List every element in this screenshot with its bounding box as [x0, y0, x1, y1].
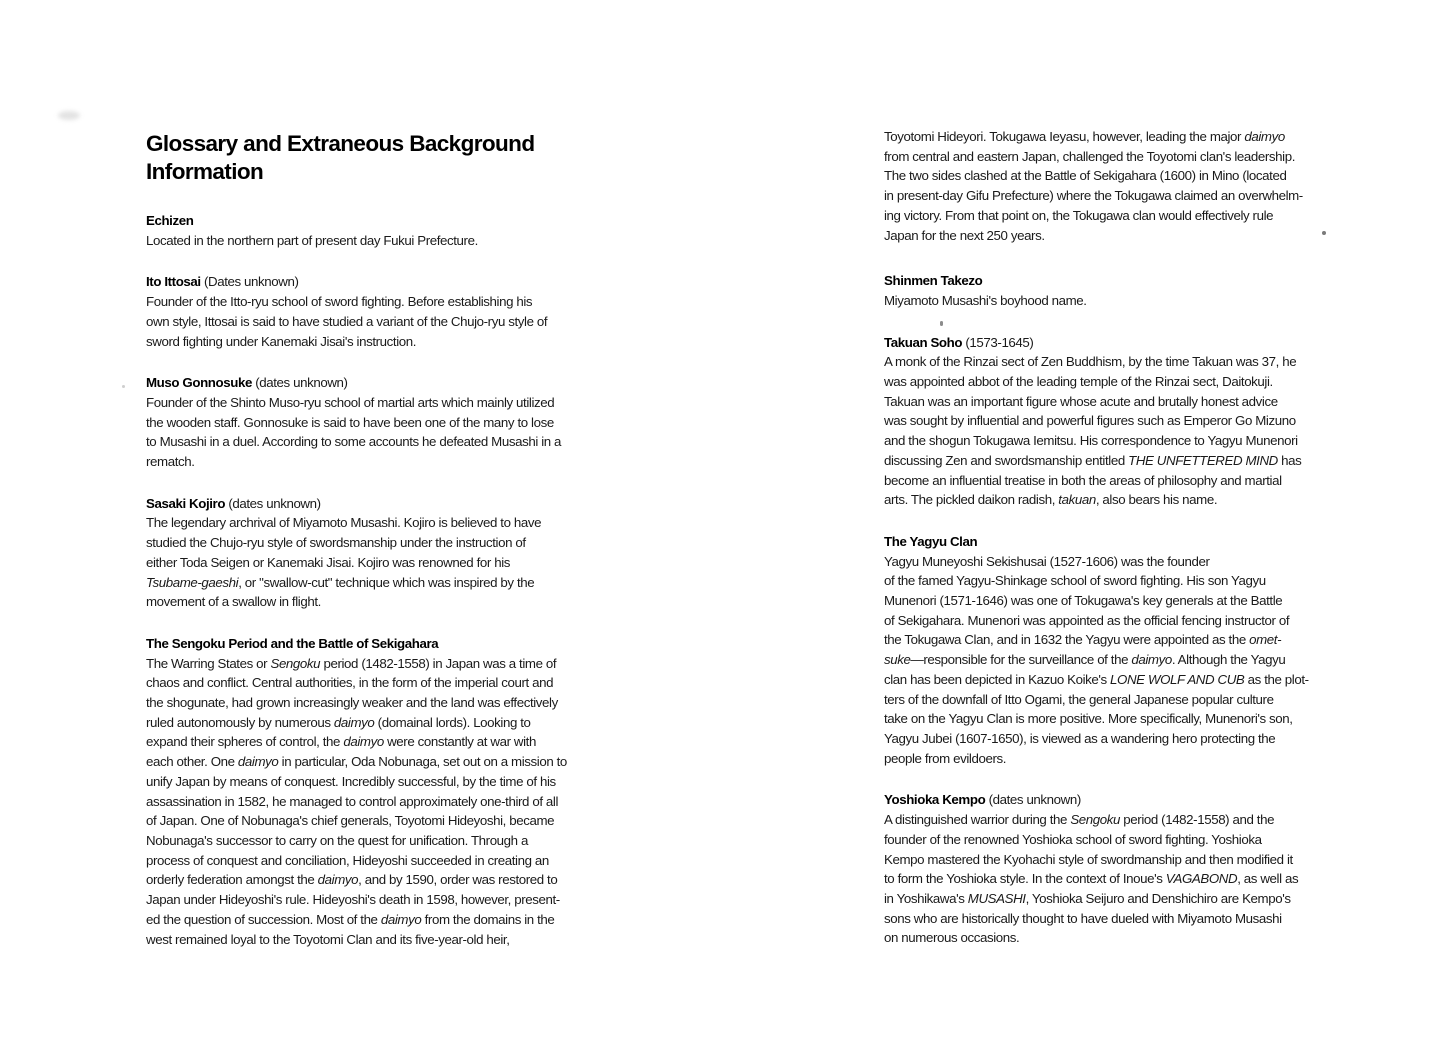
page-title-line-1: Glossary and Extraneous Background	[146, 131, 535, 156]
scan-speck	[122, 385, 125, 388]
entry-term-line	[146, 494, 616, 514]
entry-term-line	[884, 271, 1354, 291]
body-line: was sought by influential and powerful figures such as Emperor Go Mizuno	[884, 413, 1296, 429]
body-line: chaos and conflict. Central authorities, in the form of the imperial court and	[146, 675, 554, 691]
glossary-entry	[146, 373, 616, 472]
entry-term: Takuan Soho	[884, 334, 963, 350]
body-line: ters of the downfall of Itto Ogami, the general Japanese popular culture	[884, 691, 1274, 707]
entry-body	[146, 654, 616, 950]
body-line: orderly federation amongst the daimyo, and by 1590, order was restored to	[146, 872, 558, 888]
page-title	[146, 130, 616, 186]
body-line: Takuan was an important figure whose acute and brutally honest advice	[884, 393, 1278, 409]
body-line: in Yoshikawa's MUSASHI, Yoshioka Seijuro and Denshichiro are Kempo's	[884, 890, 1291, 906]
body-line: The legendary archrival of Miyamoto Musashi. Kojiro is believed to have	[146, 515, 542, 531]
body-line: arts. The pickled daikon radish, takuan, also bears his name.	[884, 492, 1218, 508]
body-line: Located in the northern part of present day Fukui Prefecture.	[146, 232, 478, 248]
entry-term-line	[146, 373, 616, 393]
body-line: sons who are historically thought to have dueled with Miyamoto Musashi	[884, 910, 1282, 926]
body-line: sword fighting under Kanemaki Jisai's instruction.	[146, 333, 417, 349]
entry-body	[884, 810, 1354, 948]
glossary-entry	[146, 494, 616, 612]
entry-body	[146, 292, 616, 351]
body-line: to Musashi in a duel. According to some accounts he defeated Musashi in a	[146, 434, 562, 450]
body-line: and the shogun Tokugawa Iemitsu. His correspondence to Yagyu Munenori	[884, 433, 1298, 449]
body-line: ruled autonomously by numerous daimyo (domainal lords). Looking to	[146, 714, 531, 730]
entry-qualifier: (1573-1645)	[962, 334, 1034, 350]
body-line: expand their spheres of control, the daimyo were constantly at war with	[146, 734, 536, 750]
body-line: was appointed abbot of the leading temple of the Rinzai sect, Daitokuji.	[884, 374, 1273, 390]
body-line: the wooden staff. Gonnosuke is said to have been one of the many to lose	[146, 414, 554, 430]
entry-body	[146, 393, 616, 472]
glossary-entry	[146, 634, 616, 949]
entry-body	[146, 513, 616, 612]
entry-term: Yoshioka Kempo	[884, 792, 986, 808]
body-line: The Warring States or Sengoku period (1482-1558) in Japan was a time of	[146, 655, 557, 671]
entry-term: The Sengoku Period and the Battle of Sekigahara	[146, 635, 439, 651]
glossary-entry	[884, 271, 1354, 310]
body-line: process of conquest and conciliation, Hideyoshi succeeded in creating an	[146, 852, 549, 868]
body-line: A distinguished warrior during the Sengoku period (1482-1558) and the	[884, 812, 1275, 828]
entry-body	[884, 291, 1354, 311]
body-line: Kempo mastered the Kyohachi style of swordmanship and then modified it	[884, 851, 1293, 867]
body-line: movement of a swallow in flight.	[146, 594, 321, 610]
body-line: founder of the renowned Yoshioka school of sword fighting. Yoshioka	[884, 831, 1262, 847]
body-line: on numerous occasions.	[884, 930, 1020, 946]
body-line: Founder of the Itto-ryu school of sword fighting. Before establishing his	[146, 294, 533, 310]
body-line: each other. One daimyo in particular, Oda Nobunaga, set out on a mission to	[146, 754, 567, 770]
body-line: either Toda Seigen or Kanemaki Jisai. Kojiro was renowned for his	[146, 554, 511, 570]
column-right	[884, 127, 1354, 948]
body-line: Toyotomi Hideyori. Tokugawa Ieyasu, however, leading the major daimyo	[884, 129, 1285, 144]
body-line: west remained loyal to the Toyotomi Clan and its five-year-old heir,	[146, 931, 510, 947]
lead-paragraph	[884, 127, 1354, 245]
entry-body	[884, 552, 1354, 769]
body-line: of Japan. One of Nobunaga's chief generals, Toyotomi Hideyoshi, became	[146, 813, 555, 829]
column-left	[146, 130, 616, 949]
body-line: own style, Ittosai is said to have studied a variant of the Chujo-ryu style of	[146, 313, 548, 329]
glossary-entry	[146, 272, 616, 351]
body-line: A monk of the Rinzai sect of Zen Buddhism, by the time Takuan was 37, he	[884, 354, 1297, 370]
entry-body	[884, 352, 1354, 510]
page-title-line-2: Information	[146, 159, 264, 184]
body-line: rematch.	[146, 454, 195, 470]
glossary-entry	[884, 333, 1354, 510]
entry-term: Muso Gonnosuke	[146, 375, 252, 391]
entry-term-line	[146, 272, 616, 292]
entry-qualifier: (dates unknown)	[985, 792, 1081, 808]
entry-qualifier: (dates unknown)	[251, 375, 348, 391]
body-line: Tsubame-gaeshi, or "swallow-cut" technique which was inspired by the	[146, 574, 535, 590]
body-line: in present-day Gifu Prefecture) where the Tokugawa claimed an overwhelm-	[884, 188, 1303, 204]
body-line: ed the question of succession. Most of the daimyo from the domains in the	[146, 911, 555, 927]
body-line: the shogunate, had grown increasingly weaker and the land was effectively	[146, 695, 558, 711]
entry-term-line	[146, 634, 616, 654]
body-line: suke—responsible for the surveillance of the daimyo. Although the Yagyu	[884, 652, 1286, 668]
body-line: from central and eastern Japan, challenged the Toyotomi clan's leadership.	[884, 148, 1296, 164]
body-line: studied the Chujo-ryu style of swordsmanship under the instruction of	[146, 535, 526, 551]
body-line: the Tokugawa Clan, and in 1632 the Yagyu were appointed as the omet-	[884, 632, 1282, 648]
glossary-entry	[884, 790, 1354, 948]
body-line: discussing Zen and swordsmanship entitled THE UNFETTERED MIND has	[884, 452, 1302, 468]
body-line: people from evildoers.	[884, 750, 1007, 766]
entry-term-line	[884, 790, 1354, 810]
entry-term: Ito Ittosai	[146, 274, 201, 290]
entry-qualifier: (Dates unknown)	[200, 274, 299, 290]
body-line: Munenori (1571-1646) was one of Tokugawa's key generals at the Battle	[884, 593, 1283, 609]
entry-term: Echizen	[146, 213, 194, 228]
glossary-entry	[146, 211, 616, 250]
body-line: of the famed Yagyu-Shinkage school of sword fighting. His son Yagyu	[884, 573, 1266, 589]
entry-term: The Yagyu Clan	[884, 533, 978, 549]
scan-smudge	[58, 111, 80, 120]
body-line: Japan under Hideyoshi's rule. Hideyoshi's death in 1598, however, present-	[146, 892, 560, 908]
entry-term-line	[884, 333, 1354, 353]
body-line: Nobunaga's successor to carry on the quest for unification. Through a	[146, 832, 528, 848]
entry-term: Sasaki Kojiro	[146, 495, 226, 511]
body-line: clan has been depicted in Kazuo Koike's LONE WOLF AND CUB as the plot-	[884, 671, 1309, 687]
entry-term: Shinmen Takezo	[884, 273, 983, 289]
entry-term-line	[884, 532, 1354, 552]
entry-qualifier: (dates unknown)	[225, 495, 321, 511]
body-line: Yagyu Muneyoshi Sekishusai (1527-1606) was the founder	[884, 553, 1210, 569]
body-line: Miyamoto Musashi's boyhood name.	[884, 292, 1087, 308]
body-line: Yagyu Jubei (1607-1650), is viewed as a wandering hero protecting the	[884, 730, 1276, 746]
glossary-entry	[884, 532, 1354, 768]
body-line: take on the Yagyu Clan is more positive. More specifically, Munenori's son,	[884, 711, 1293, 727]
body-line: become an influential treatise in both the areas of philosophy and martial	[884, 472, 1282, 488]
body-line: Founder of the Shinto Muso-ryu school of martial arts which mainly utilized	[146, 394, 555, 410]
body-line: to form the Yoshioka style. In the context of Inoue's VAGABOND, as well as	[884, 871, 1299, 887]
entry-body	[146, 231, 616, 251]
body-line: assassination in 1582, he managed to control approximately one-third of all	[146, 793, 559, 809]
body-line: of Sekigahara. Munenori was appointed as the official fencing instructor of	[884, 612, 1290, 628]
body-line: unify Japan by means of conquest. Incredibly successful, by the time of his	[146, 773, 556, 789]
body-line: ing victory. From that point on, the Tokugawa clan would effectively rule	[884, 207, 1274, 223]
entry-term-line	[146, 211, 616, 231]
body-line: Japan for the next 250 years.	[884, 227, 1045, 243]
body-line: The two sides clashed at the Battle of Sekigahara (1600) in Mino (located	[884, 168, 1287, 184]
